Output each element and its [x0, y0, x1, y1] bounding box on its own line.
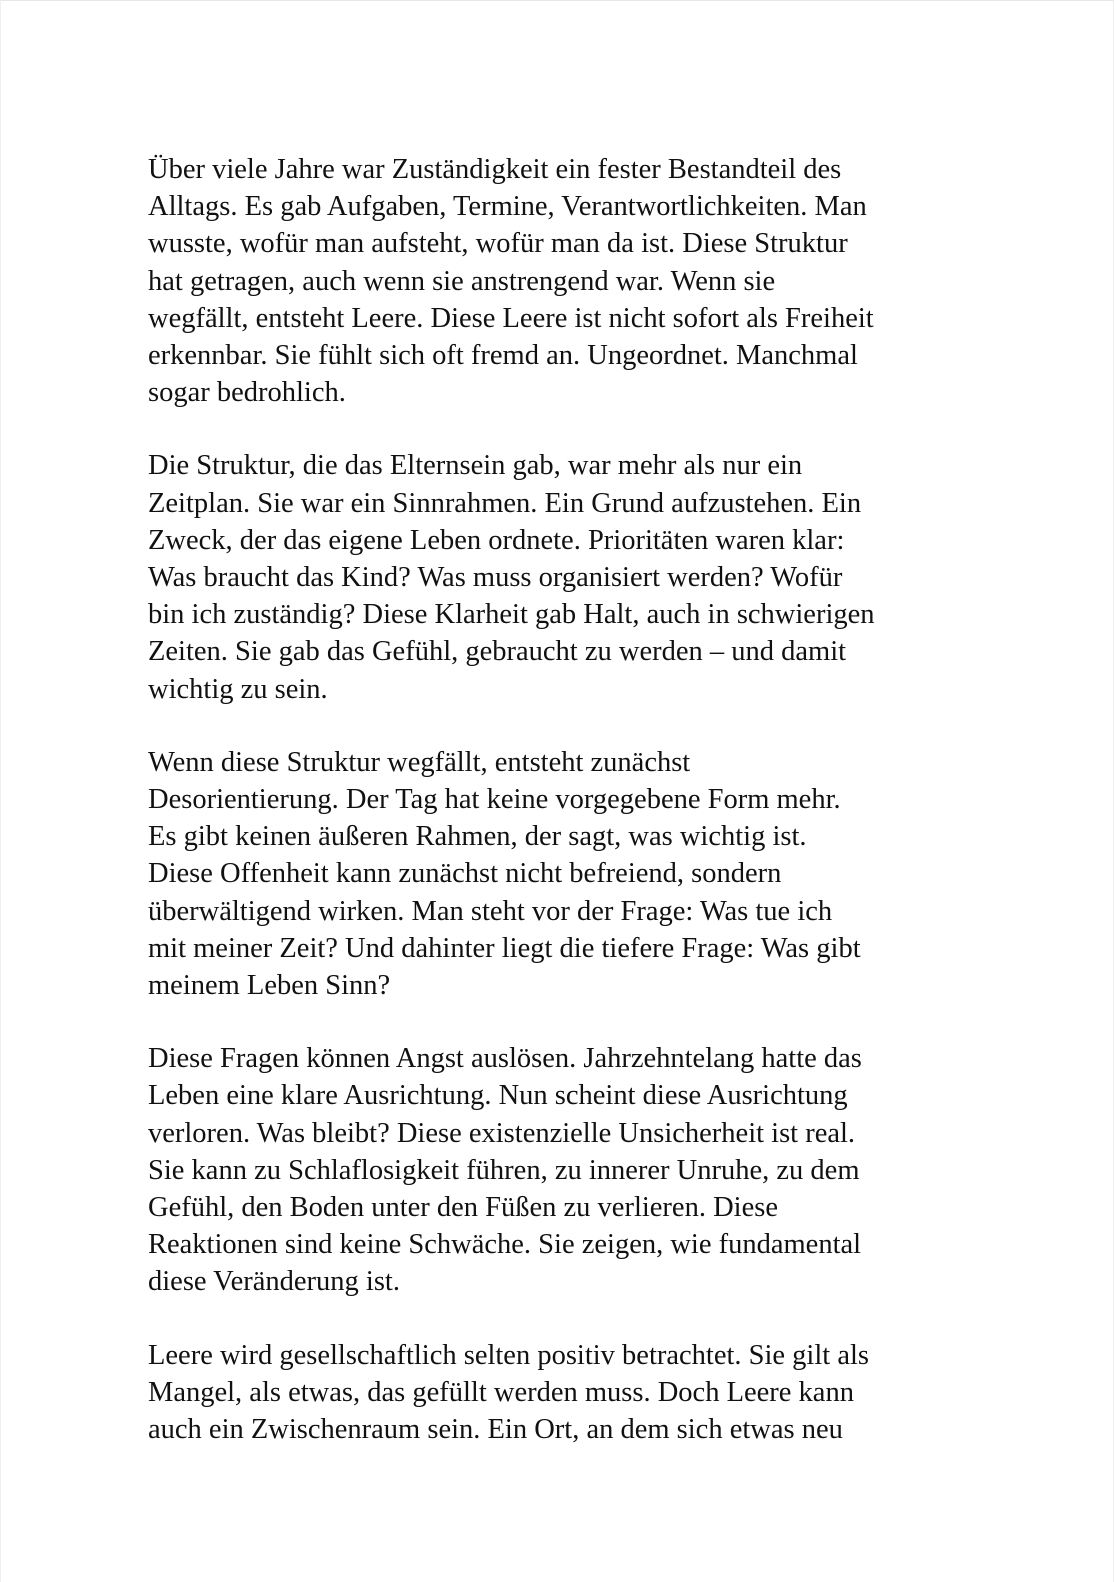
text-line: Leere wird gesellschaftlich selten positiv betrachtet. Sie gilt als [148, 1339, 869, 1371]
text-line: erkennbar. Sie fühlt sich oft fremd an. Ungeordnet. Manchmal [148, 340, 858, 372]
text-line: Desorientierung. Der Tag hat keine vorgegebene Form mehr. [148, 784, 841, 816]
text-line: verloren. Was bleibt? Diese existenzielle Unsicherheit ist real. [148, 1117, 856, 1149]
paragraph-1 [148, 151, 978, 411]
text-line: Über viele Jahre war Zuständigkeit ein fester Bestandteil des [148, 154, 842, 185]
text-line: wegfällt, entsteht Leere. Diese Leere ist nicht sofort als Freiheit [148, 302, 874, 334]
paragraph-4 [148, 1040, 978, 1300]
text-line: meinem Leben Sinn? [148, 970, 391, 1002]
text-line: Die Struktur, die das Elternsein gab, war mehr als nur ein [148, 450, 803, 482]
text-line: Mangel, als etwas, das gefüllt werden muss. Doch Leere kann [148, 1376, 854, 1408]
text-line: Leben eine klare Ausrichtung. Nun scheint diese Ausrichtung [148, 1080, 848, 1112]
text-line: sogar bedrohlich. [148, 377, 346, 409]
text-line: Sie kann zu Schlaflosigkeit führen, zu innerer Unruhe, zu dem [148, 1154, 860, 1186]
text-line: Zweck, der das eigene Leben ordnete. Prioritäten waren klar: [148, 524, 845, 556]
text-line: Diese Offenheit kann zunächst nicht befreiend, sondern [148, 858, 782, 890]
text-line: Gefühl, den Boden unter den Füßen zu verlieren. Diese [148, 1192, 778, 1224]
paragraph-5 [148, 1337, 978, 1449]
text-line: auch ein Zwischenraum sein. Ein Ort, an dem sich etwas neu [148, 1414, 843, 1446]
text-line: Es gibt keinen äußeren Rahmen, der sagt, was wichtig ist. [148, 821, 807, 853]
text-line: diese Veränderung ist. [148, 1266, 400, 1298]
document-body [148, 151, 978, 1484]
text-line: wusste, wofür man aufsteht, wofür man da ist. Diese Struktur [148, 228, 848, 260]
text-line: Zeiten. Sie gab das Gefühl, gebraucht zu werden – und damit [148, 636, 847, 668]
text-line: hat getragen, auch wenn sie anstrengend war. Wenn sie [148, 265, 776, 297]
paragraph-3 [148, 744, 978, 1004]
text-line: wichtig zu sein. [148, 673, 328, 705]
text-line: Diese Fragen können Angst auslösen. Jahrzehntelang hatte das [148, 1043, 862, 1075]
text-line: mit meiner Zeit? Und dahinter liegt die tiefere Frage: Was gibt [148, 932, 861, 964]
text-line: bin ich zuständig? Diese Klarheit gab Halt, auch in schwierigen [148, 599, 875, 631]
text-line: Alltags. Es gab Aufgaben, Termine, Verantwortlichkeiten. Man [148, 191, 867, 223]
text-line: Was braucht das Kind? Was muss organisiert werden? Wofür [148, 562, 843, 594]
text-line: Zeitplan. Sie war ein Sinnrahmen. Ein Grund aufzustehen. Ein [148, 487, 862, 519]
text-line: Reaktionen sind keine Schwäche. Sie zeigen, wie fundamental [148, 1229, 862, 1261]
paragraph-2 [148, 447, 978, 707]
text-line: überwältigend wirken. Man steht vor der Frage: Was tue ich [148, 895, 833, 927]
text-line: Wenn diese Struktur wegfällt, entsteht zunächst [148, 746, 691, 778]
